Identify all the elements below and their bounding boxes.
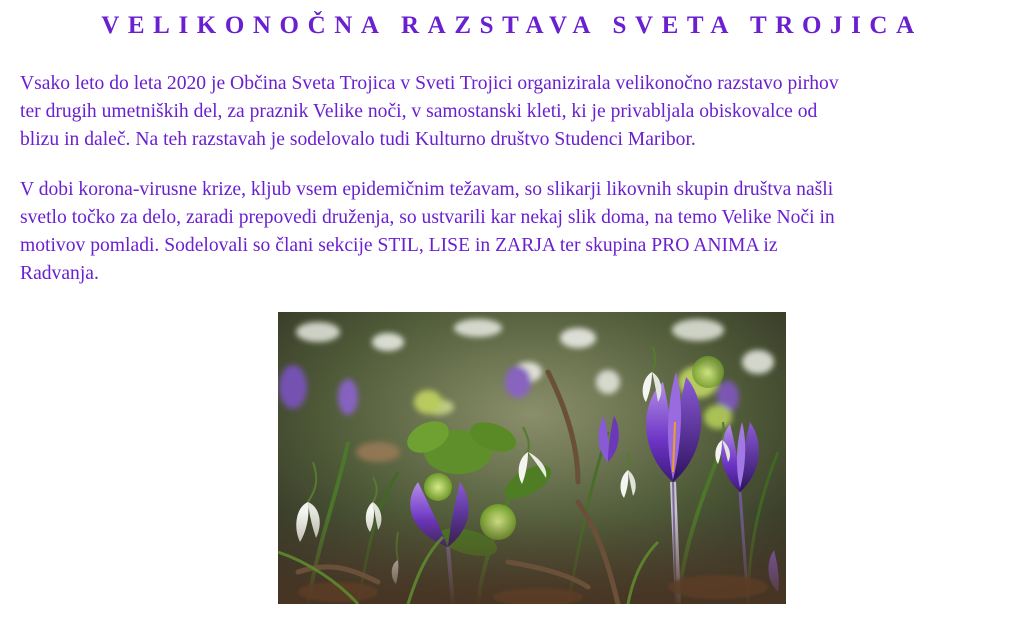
page-title: VELIKONOČNA RAZSTAVA SVETA TROJICA: [101, 12, 923, 39]
paragraph-exhibition-history: [20, 70, 1015, 154]
spring-flowers-photo: [278, 312, 786, 604]
paragraph-line: Vsako leto do leta 2020 je Občina Sveta Trojica v Sveti Trojici organizirala velikonočno razstavo pirhov: [20, 73, 839, 94]
paragraph-line: blizu in daleč. Na teh razstavah je sodelovalo tudi Kulturno društvo Studenci Maribor.: [20, 129, 696, 150]
paragraph-line: motivov pomladi. Sodelovali so člani sekcije STIL, LISE in ZARJA ter skupina PRO ANIMA iz: [20, 235, 778, 256]
paragraph-corona-period: [20, 176, 1015, 288]
paragraph-line: Radvanja.: [20, 263, 99, 284]
paragraph-line: ter drugih umetniških del, za praznik Velike noči, v samostanski kleti, ki je privabljala obiskovalce od: [20, 101, 818, 122]
paragraph-line: svetlo točko za delo, zaradi prepovedi druženja, so ustvarili kar nekaj slik doma, na temo Velike Noči in: [20, 207, 835, 228]
paragraph-line: V dobi korona-virusne krize, kljub vsem epidemičnim težavam, so slikarji likovnih skupin društva našli: [20, 179, 834, 200]
